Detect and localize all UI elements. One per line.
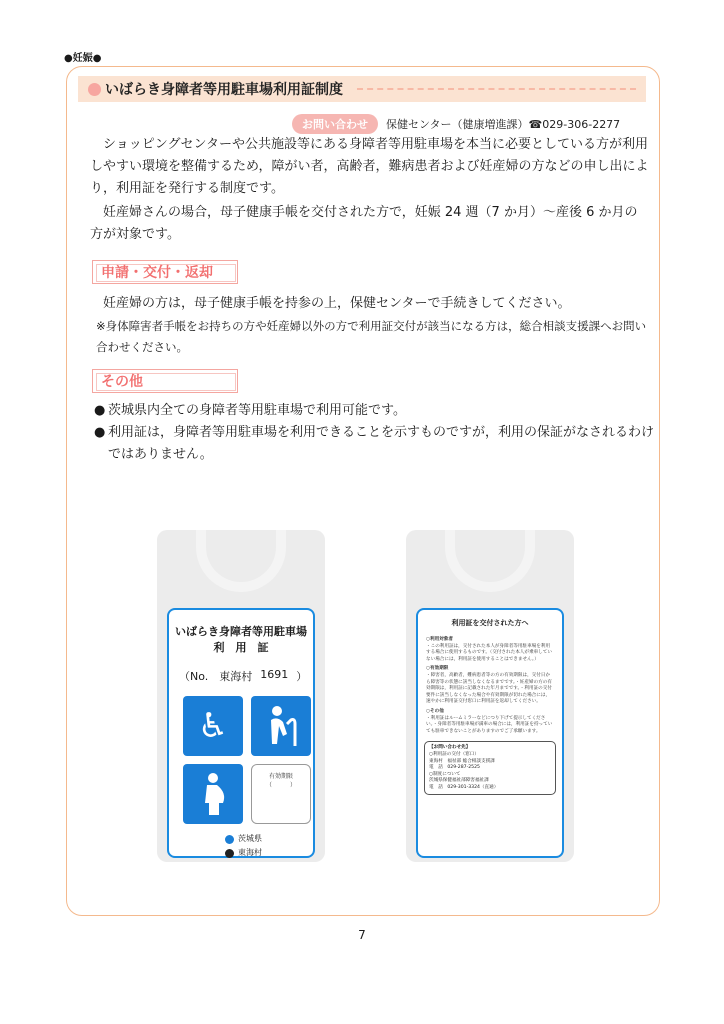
elderly-cane-icon (251, 696, 311, 756)
application-note: ※身体障害者手帳をお持ちの方や妊産婦以外の方で利用証交付が該当になる方は，総合相談支援課へお問い合わせください。 (96, 319, 647, 354)
page-title: いばらき身障者等用駐車場利用証制度 (105, 82, 343, 98)
ibaraki-emblem-icon (225, 835, 234, 844)
wheelchair-icon: ♿ (183, 696, 243, 756)
list-item: ● 茨城県内全ての身障者等用駐車場で利用可能です。 (94, 403, 406, 418)
card-number: （No. 東海村 1691 ） (179, 668, 308, 683)
page-number: 7 (358, 928, 366, 942)
intro-paragraph-1: ショッピングセンターや公共施設等にある身障者等用駐車場を本当に必要としている方が利用しやすい環境を整備するため，障がい者，高齢者，難病患者および妊産婦の方などの申し出により，利用証を発行する制度です。 (90, 137, 649, 196)
other-bullets (94, 400, 654, 466)
contact-badge: お問い合わせ (292, 114, 378, 134)
permit-card-back (406, 530, 574, 862)
subheading-application: 申請・交付・返却 (92, 260, 238, 284)
subheading-other: その他 (92, 369, 238, 393)
tokai-emblem-icon (225, 849, 234, 858)
validity-box: 有効期限 （ ） (251, 764, 311, 824)
section-label: ●妊娠● (64, 53, 102, 64)
title-divider (357, 88, 636, 90)
card-title: いばらき身障者等用駐車場 利 用 証 (175, 625, 307, 654)
list-item: ● 利用証は，身障者等用駐車場を利用できることを示すものですが，利用の保証がなされるわけではありません。 (94, 425, 655, 462)
application-text: 妊産婦の方は，母子健康手帳を持参の上，保健センターで手続きしてください。 (103, 296, 571, 311)
card-back-body: ○利用対象者 ・この利用証は，交付された本人が身障者等用駐車場を利用する場合に使用するものです。（交付された本人が乗車していない場合には，利用証を使用することはできません。） ○有効期限 ・障害者，高齢者，難病患者等の方の有効期限は，交付日から障害等の状態に該当しなくなるまでです。・妊産婦の方の有効期限は，利用証に記載された年月までです。・利用証の交付要件に該当しなくなった場合や有効期限が切れた場合には，速やかに利用証交付窓口に利用証を返却してください。 ○その他 ・利用証はルームミラーなどにつり下げて提示してください。・身障者等用駐車場が満車の場合には，利用証を持っていても駐車できないことがありますのでご了承願います。 (426, 637, 553, 734)
card-contact-box: 【お問い合わせ先】 ○利用証の交付（窓口） 東海村 福祉部 総合相談支援課 電 話 029-287-2525 ○制度について 茨城県保健福祉部障害福祉課 電 話 029-301-3324（直通） (424, 741, 556, 795)
permit-card-front (157, 530, 325, 862)
intro-paragraph-2: 妊産婦さんの場合，母子健康手帳を交付された方で，妊娠 24 週（7 か月）〜産後 6 か月の方が対象です。 (90, 205, 638, 242)
title-bar (78, 76, 646, 102)
card-back-title: 利用証を交付された方へ (451, 619, 529, 627)
contact-info: 保健センター（健康増進課）☎029-306-2277 (386, 118, 621, 131)
title-bullet-icon (88, 83, 101, 96)
pregnant-woman-icon (183, 764, 243, 824)
issuer: 茨城県 東海村 (225, 832, 313, 860)
contact-row (292, 114, 620, 134)
